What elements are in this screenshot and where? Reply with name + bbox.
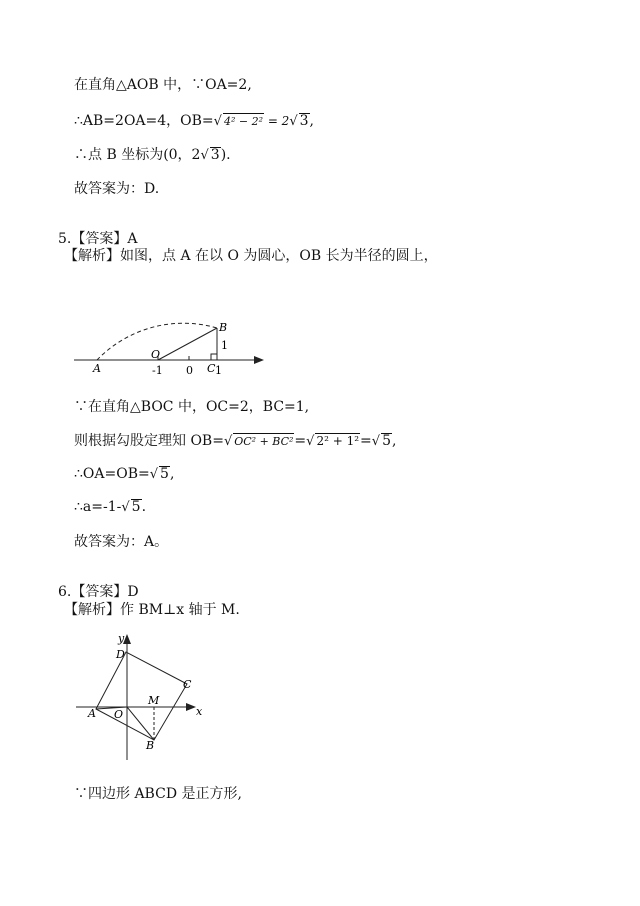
tick-label-1: 1 <box>215 364 222 377</box>
radicand: OC² + BC² <box>234 435 294 448</box>
radicand: 5 <box>131 499 141 515</box>
label-o: O <box>151 348 161 361</box>
q6-answer-text: 6.【答案】D <box>58 584 139 600</box>
line-4-text: 故答案为：D. <box>74 181 160 197</box>
radicand: 5 <box>382 433 391 449</box>
label-bc-length: 1 <box>221 339 228 352</box>
label-a: A <box>93 362 101 375</box>
radical-sign: √ <box>306 434 315 449</box>
radical-sign: √ <box>149 467 159 482</box>
q6-answer-heading <box>58 583 139 601</box>
line-11-text: ∵四边形 ABCD 是正方形, <box>74 786 242 802</box>
line-2-suffix: , <box>309 113 314 129</box>
vertex-label-b: B <box>146 739 155 752</box>
x-axis-arrow <box>254 356 264 364</box>
text-line-8 <box>74 465 174 484</box>
radicand: 3 <box>299 113 309 129</box>
line-7-suffix: , <box>391 433 397 449</box>
radical-sign: √ <box>121 500 130 515</box>
label-c: C <box>207 362 216 375</box>
right-angle-mark <box>211 354 217 360</box>
label-b: B <box>219 321 228 334</box>
segment-ob <box>158 328 217 360</box>
q5-answer-text: 5.【答案】A <box>58 231 138 247</box>
text-line-10 <box>74 533 168 551</box>
radicand: 5 <box>160 466 169 482</box>
radical-sign: √ <box>223 434 233 449</box>
line-3-prefix: ∴点 B 坐标为(0，2 <box>74 147 201 163</box>
radical-sign: √ <box>371 434 381 449</box>
radical-sign: √ <box>213 114 222 129</box>
origin-label-o: O <box>114 708 124 721</box>
line-9-suffix: . <box>141 499 147 515</box>
tick-label-0: 0 <box>186 364 193 377</box>
q6-explanation <box>64 601 240 619</box>
point-label-m: M <box>148 694 160 707</box>
radical-sign: √ <box>200 148 209 163</box>
tick-label-minus-1: -1 <box>152 364 163 377</box>
radical-sign: √ <box>289 114 298 129</box>
segment-ob-2 <box>127 707 154 740</box>
q5-explanation-text: 【解析】如图，点 A 在以 O 为圆心，OB 长为半径的圆上， <box>64 248 438 264</box>
line-2-prefix: ∴AB=2OA=4，OB= <box>74 113 214 129</box>
text-line-6 <box>74 398 309 416</box>
text-line-9 <box>74 498 146 517</box>
line-1-text: 在直角△AOB 中，∵OA=2, <box>74 77 252 93</box>
vertex-label-c: C <box>183 678 192 691</box>
line-8-prefix: ∴OA=OB= <box>74 466 150 482</box>
square-abcd <box>96 652 187 740</box>
radicand: 2² + 1² <box>316 434 360 448</box>
line-7-eq2: = <box>360 433 372 449</box>
axis-label-y: y <box>118 632 125 645</box>
axis-label-x: x <box>196 705 203 718</box>
radicand: 3 <box>210 147 220 163</box>
vertex-label-d: D <box>116 648 125 661</box>
line-6-text: ∵在直角△BOC 中，OC=2，BC=1, <box>74 399 310 415</box>
x-axis-arrow-2 <box>186 703 196 711</box>
line-8-suffix: , <box>169 466 175 482</box>
line-10-text: 故答案为：A。 <box>74 534 169 550</box>
text-line-11 <box>74 785 242 803</box>
q6-explanation-text: 【解析】作 BM⊥x 轴于 M. <box>64 602 240 618</box>
text-line-7 <box>74 432 396 451</box>
vertex-label-a: A <box>88 707 96 720</box>
line-3-suffix: ). <box>220 147 231 163</box>
radicand: 4² − 2² <box>223 115 263 128</box>
line-2-mid: = 2 <box>264 114 290 128</box>
line-7-eq1: = <box>294 433 307 449</box>
line-7-prefix: 则根据勾股定理知 OB= <box>74 433 224 449</box>
line-9-prefix: ∴a=-1- <box>74 499 122 515</box>
